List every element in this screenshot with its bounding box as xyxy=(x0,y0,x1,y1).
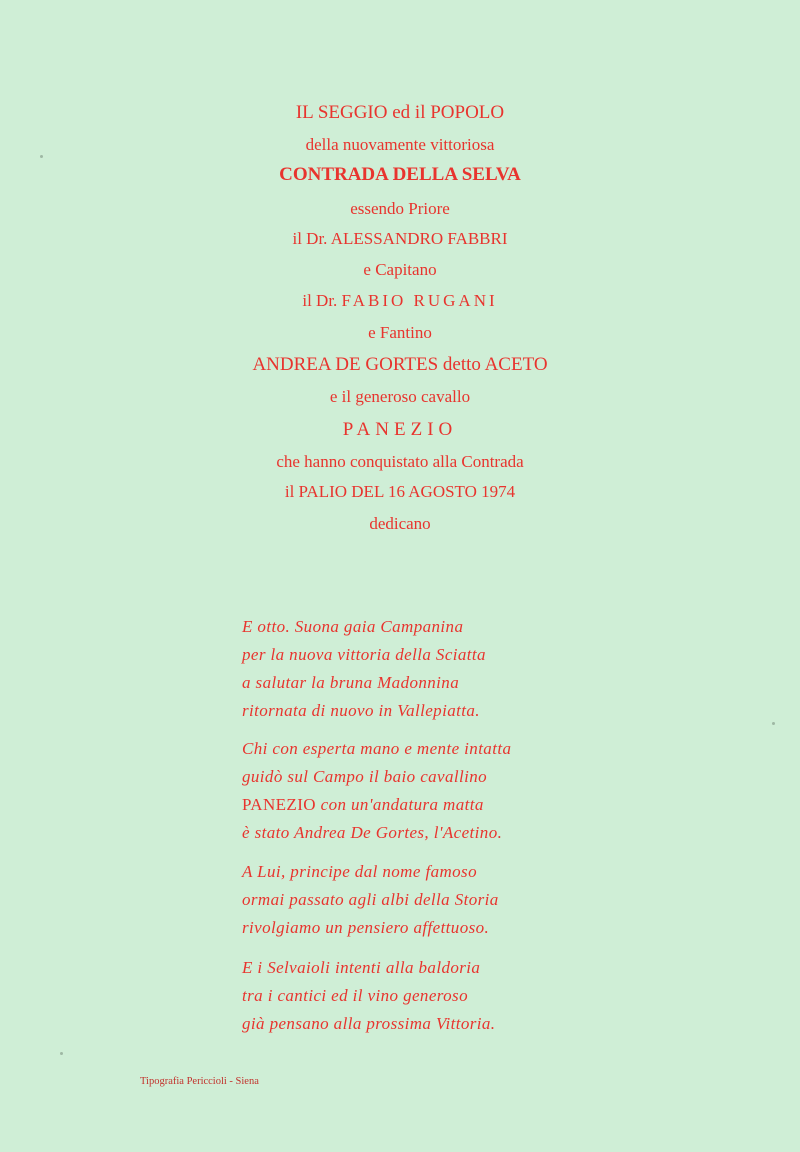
poem-line: ormai passato agli albi della Storia xyxy=(242,890,499,909)
poem-line-rest: con un'andatura matta xyxy=(320,795,484,814)
poem-line: E otto. Suona gaia Campanina xyxy=(242,617,464,636)
poem-line: tra i cantici ed il vino generoso xyxy=(242,986,468,1005)
header-line-capitano-label: e Capitano xyxy=(363,260,437,279)
poem-line: A Lui, principe dal nome famoso xyxy=(242,862,477,881)
capitano-name: FABIO RUGANI xyxy=(341,291,498,310)
header-line-dedicano: dedicano xyxy=(369,514,431,533)
paper-speck xyxy=(60,1052,63,1055)
capitano-line xyxy=(0,291,800,311)
poem-line: già pensano alla prossima Vittoria. xyxy=(242,1014,496,1033)
header-line-vittoriosa: della nuovamente vittoriosa xyxy=(305,135,495,154)
header-line-fantino-label: e Fantino xyxy=(368,323,432,342)
poem-line: rivolgiamo un pensiero affettuoso. xyxy=(242,918,490,937)
poem-line: è stato Andrea De Gortes, l'Acetino. xyxy=(242,823,503,842)
poem-line: E i Selvaioli intenti alla baldoria xyxy=(242,958,481,977)
priore-name: il Dr. ALESSANDRO FABBRI xyxy=(292,229,508,248)
header-line-seggio: IL SEGGIO ed il POPOLO xyxy=(295,102,505,123)
header-line-conquistato: che hanno conquistato alla Contrada xyxy=(276,452,524,471)
poem-line: a salutar la bruna Madonnina xyxy=(242,673,460,692)
capitano-prefix: il Dr. xyxy=(302,291,338,310)
palio-date: il PALIO DEL 16 AGOSTO 1974 xyxy=(284,482,516,501)
poem-line xyxy=(242,795,484,815)
poem-line: per la nuova vittoria della Sciatta xyxy=(242,645,486,664)
paper-speck xyxy=(772,722,775,725)
contrada-title: CONTRADA DELLA SELVA xyxy=(279,164,521,185)
poem-line: guidò sul Campo il baio cavallino xyxy=(242,767,488,786)
horse-name: PANEZIO xyxy=(342,419,458,440)
poem-line: ritornata di nuovo in Vallepiatta. xyxy=(242,701,480,720)
printer-credit: Tipografia Periccioli - Siena xyxy=(140,1076,259,1087)
fantino-name: ANDREA DE GORTES detto ACETO xyxy=(252,354,548,375)
header-line-priore-label: essendo Priore xyxy=(350,199,450,218)
header-line-cavallo-label: e il generoso cavallo xyxy=(329,387,471,406)
poem-line: Chi con esperta mano e mente intatta xyxy=(242,739,512,758)
poem-horse-name: PANEZIO xyxy=(242,795,316,814)
paper-speck xyxy=(40,155,43,158)
